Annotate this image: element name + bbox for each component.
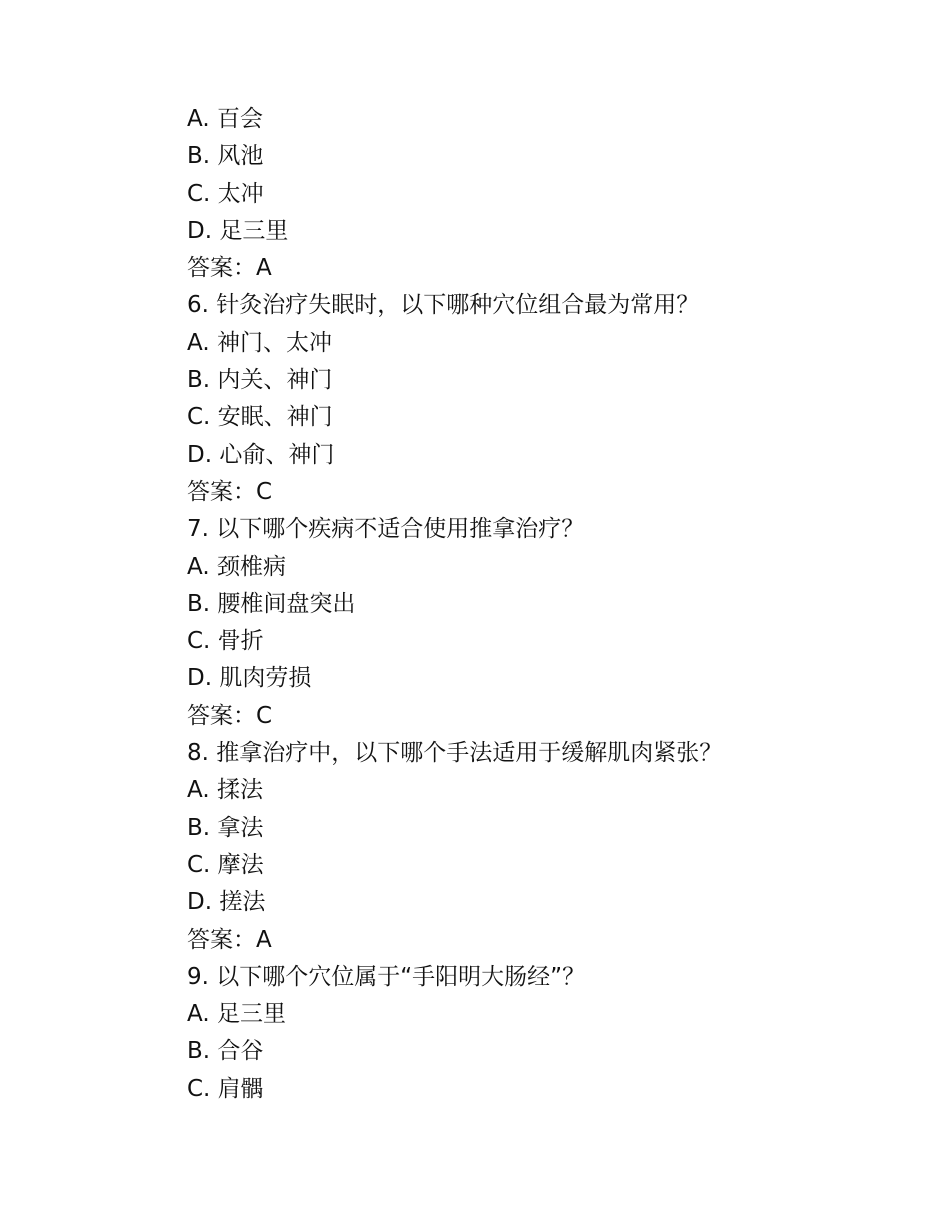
answer: 答案：A <box>187 255 272 282</box>
answer: 答案：C <box>187 478 273 505</box>
option-b: B. 腰椎间盘突出 <box>187 590 356 617</box>
question-8: 8. 推拿治疗中，以下哪个手法适用于缓解肌肉紧张？ <box>187 740 723 767</box>
option-c: C. 摩法 <box>187 851 264 878</box>
option-a: A. 颈椎病 <box>187 553 286 580</box>
option-a: A. 百会 <box>187 106 263 132</box>
question-9: 9. 以下哪个穴位属于“手阳明大肠经”？ <box>187 963 586 990</box>
option-d: D. 心俞、神门 <box>187 441 335 468</box>
option-d: D. 足三里 <box>187 217 289 244</box>
answer: 答案：A <box>187 926 272 953</box>
option-b: B. 拿法 <box>187 814 264 841</box>
option-d: D. 肌肉劳损 <box>187 665 312 692</box>
answer: 答案：C <box>187 702 273 729</box>
option-d: D. 搓法 <box>187 889 266 916</box>
option-a: A. 足三里 <box>187 1001 286 1028</box>
question-6: 6. 针灸治疗失眠时，以下哪种穴位组合最为常用？ <box>187 292 700 319</box>
option-b: B. 内关、神门 <box>187 367 333 394</box>
question-7: 7. 以下哪个疾病不适合使用推拿治疗？ <box>187 516 585 543</box>
option-c: C. 太冲 <box>187 180 264 207</box>
option-a: A. 揉法 <box>187 777 263 804</box>
quiz-text <box>187 101 887 1108</box>
option-b: B. 合谷 <box>187 1038 264 1065</box>
option-c: C. 骨折 <box>187 628 264 655</box>
option-c: C. 安眠、神门 <box>187 404 333 431</box>
option-c: C. 肩髃 <box>187 1075 264 1102</box>
option-b: B. 风池 <box>187 143 264 170</box>
option-a: A. 神门、太冲 <box>187 329 332 356</box>
